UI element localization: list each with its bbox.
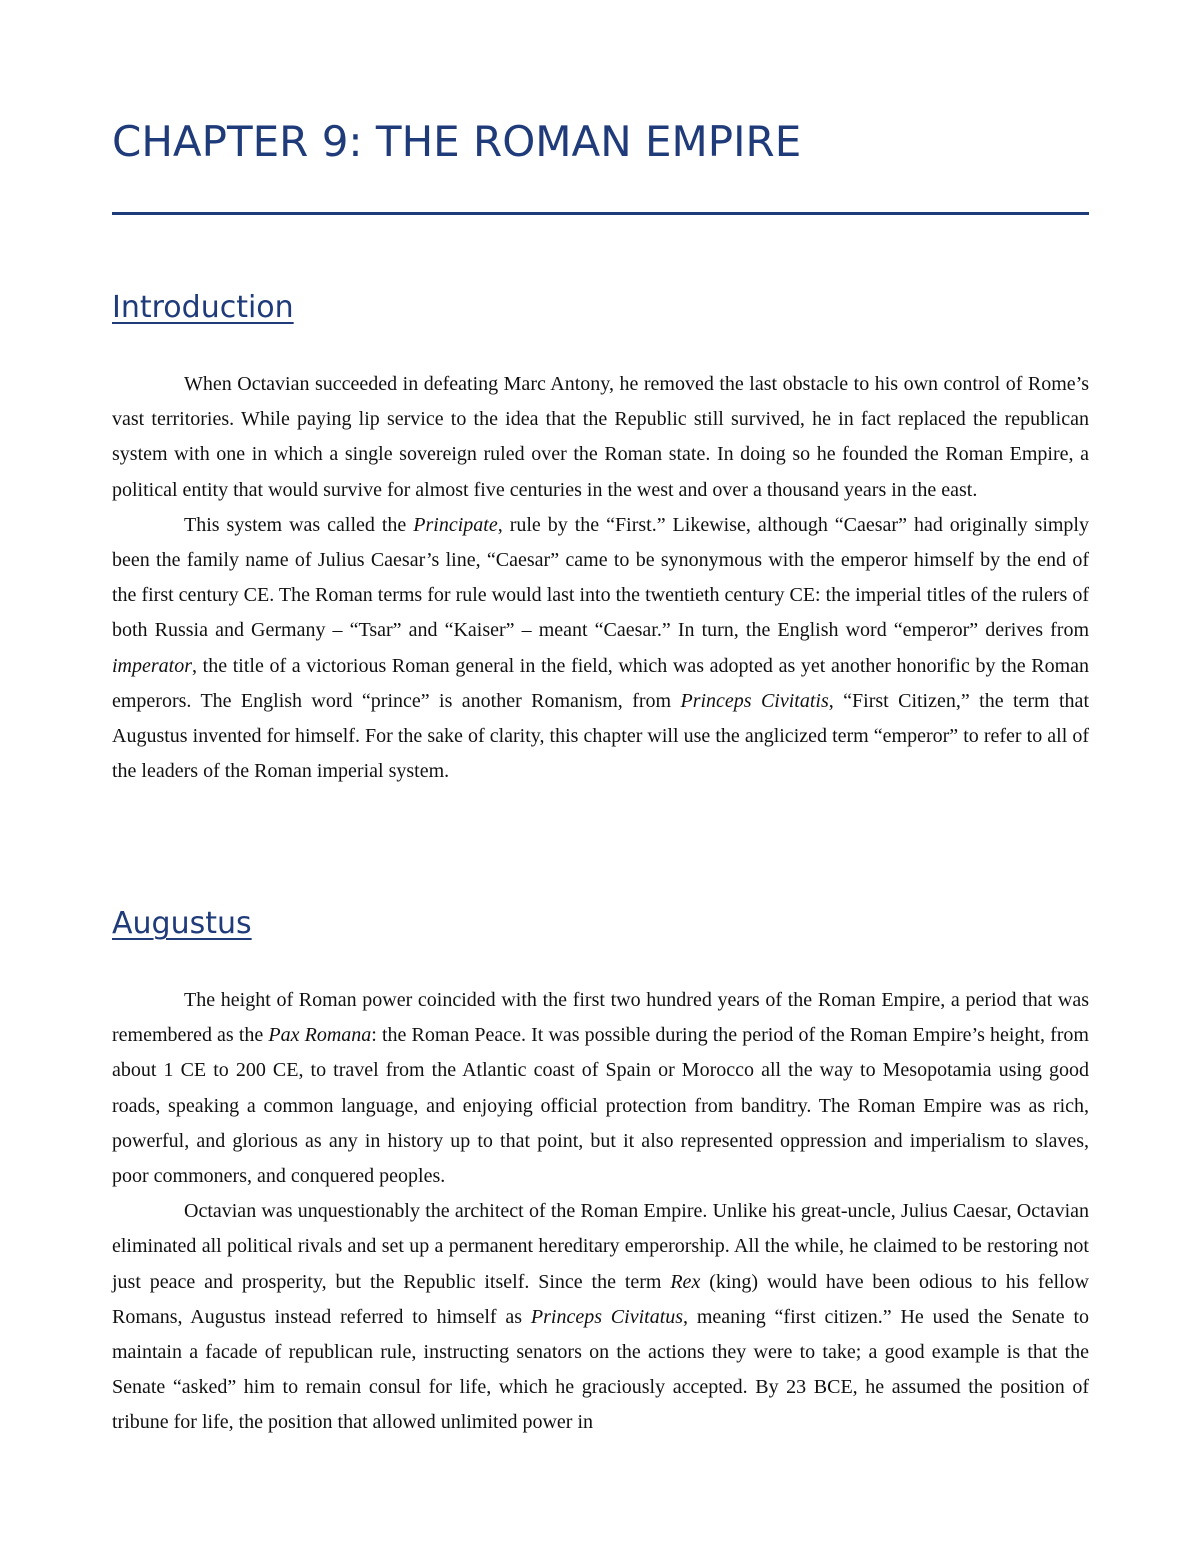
section-body-introduction (112, 367, 1089, 789)
italic-term: Princeps Civitatus (530, 1305, 684, 1328)
chapter-title: CHAPTER 9: THE ROMAN EMPIRE (112, 117, 802, 166)
paragraph (112, 1194, 1089, 1440)
section-heading-augustus: Augustus (112, 906, 252, 941)
title-divider (112, 212, 1089, 215)
section-heading-introduction: Introduction (112, 290, 294, 325)
text-run: (king) would have been odious to his fellow Romans, Augustus instead referred to himself as (112, 1270, 1089, 1328)
text-run: This system was called the (184, 513, 414, 536)
text-run: Octavian was unquestionably the architect of the Roman Empire. Unlike his great-uncle, Julius Caesar, Octavian eliminated all political rivals and set up a permanent hereditary emperorship. All the while, he claimed to be restoring not just peace and prosperity, but the Republic itself. Since the term (112, 1200, 1089, 1293)
italic-term: Princeps Civitatis (680, 689, 829, 712)
paragraph (112, 508, 1089, 790)
paragraph (112, 983, 1089, 1194)
italic-term: Pax Romana (268, 1024, 372, 1047)
text-run: , rule by the “First.” Likewise, although “Caesar” had originally simply been the family name of Julius Caesar’s line, “Caesar” came to be synonymous with the emperor himself by the end of the first century CE. The Roman terms for rule would last into the twentieth century CE: the imperial titles of the rulers of both Russia and Germany – “Tsar” and “Kaiser” – meant “Caesar.” In turn, the English word “emperor” derives from (112, 513, 1089, 642)
text-run: The height of Roman power coincided with the first two hundred years of the Roman Empire, a period that was remembered as the (112, 989, 1089, 1047)
text-run: : the Roman Peace. It was possible during the period of the Roman Empire’s height, from about 1 CE to 200 CE, to travel from the Atlantic coast of Spain or Morocco all the way to Mesopotamia using good roads, speaking a common language, and enjoying official protection from banditry. The Roman Empire was as rich, powerful, and glorious as any in history up to that point, but it also represented oppression and imperialism to slaves, poor commoners, and conquered peoples. (112, 1024, 1089, 1188)
text-run: , the title of a victorious Roman general in the field, which was adopted as yet another honorific by the Roman emperors. The English word “prince” is another Romanism, from (112, 654, 1089, 712)
section-body-augustus (112, 983, 1089, 1441)
text-run: , meaning “first citizen.” He used the Senate to maintain a facade of republican rule, instructing senators on the actions they were to take; a good example is that the Senate “asked” him to remain consul for life, which he graciously accepted. By 23 BCE, he assumed the position of tribune for life, the position that allowed unlimited power in (112, 1305, 1089, 1434)
text-run: , “First Citizen,” the term that Augustus invented for himself. For the sake of clarity, this chapter will use the anglicized term “emperor” to refer to all of the leaders of the Roman imperial system. (112, 689, 1089, 783)
text-run: When Octavian succeeded in defeating Marc Antony, he removed the last obstacle to his own control of Rome’s vast territories. While paying lip service to the idea that the Republic still survived, he in fact replaced the republican system with one in which a single sovereign ruled over the Roman state. In doing so he founded the Roman Empire, a political entity that would survive for almost five centuries in the west and over a thousand years in the east. (112, 373, 1089, 501)
italic-term: Rex (670, 1270, 701, 1293)
italic-term: Principate (413, 513, 498, 536)
italic-term: imperator (112, 654, 192, 677)
paragraph (112, 367, 1089, 508)
